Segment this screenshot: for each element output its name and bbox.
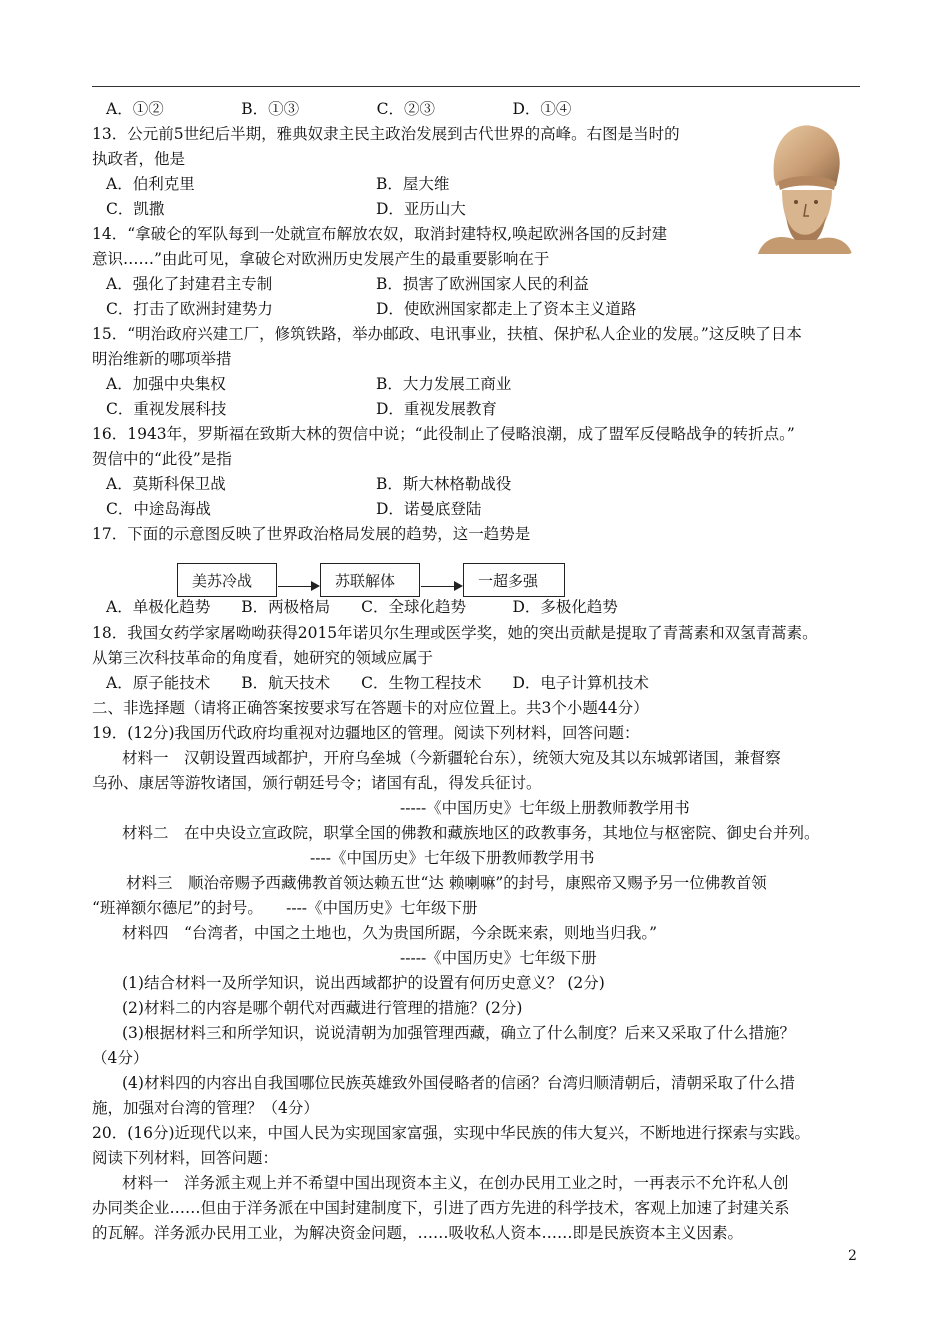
q13-stem: 13．公元前5世纪后半期，雅典奴隶主民主政治发展到古代世界的高峰。右图是当时的 (92, 125, 680, 143)
q19-question-4-cont: 施，加强对台湾的管理？（4分） (92, 1099, 319, 1117)
q12-options: A．①② B．①③ C．②③ D．①④ (106, 100, 572, 118)
q20-material-1-cont: 办同类企业……但由于洋务派在中国封建制度下，引进了西方先进的科学技术，客观上加速了封建关系 (92, 1199, 790, 1217)
q13-stem-cont: 执政者，他是 (92, 150, 186, 168)
q14-stem: 14．“拿破仑的军队每到一处就宣布解放农奴，取消封建特权,唤起欧洲各国的反封建 (92, 225, 668, 243)
q16-option-c: C．中途岛海战 (106, 500, 211, 518)
q19-material-4: 材料四 “台湾者，中国之土地也，久为贵国所踞，今余既来索，则地当归我。” (122, 924, 658, 942)
q16-stem: 16．1943年，罗斯福在致斯大林的贺信中说；“此役制止了侵略浪潮，成了盟军反侵略战争的转折点。” (92, 425, 795, 443)
q14-option-d: D．使欧洲国家都走上了资本主义道路 (376, 300, 637, 318)
q19-question-3-cont: （4分） (92, 1049, 149, 1067)
q13-option-d: D．亚历山大 (376, 200, 466, 218)
q19-material-3: 材料三 顺治帝赐予西藏佛教首领达赖五世“达 赖喇嘛”的封号，康熙帝又赐予另一位佛教首领 (126, 874, 767, 892)
q18-stem: 18．我国女药学家屠呦呦获得2015年诺贝尔生理或医学奖，她的突出贡献是提取了青蒿素和双氢青蒿素。 (92, 624, 818, 642)
q14-stem-cont: 意识……”由此可见，拿破仑对欧洲历史发展产生的最重要影响在于 (92, 250, 550, 268)
q15-option-a: A．加强中央集权 (106, 375, 226, 393)
pericles-bust-image (752, 116, 854, 254)
q13-option-b: B．屋大维 (376, 175, 450, 193)
q14-option-a: A．强化了封建君主专制 (106, 275, 273, 293)
flow-box-one-superpower: 一超多强 (463, 563, 565, 597)
q18-options: A．原子能技术 B．航天技术 C．生物工程技术 D．电子计算机技术 (106, 674, 649, 692)
section-two-heading: 二、非选择题（请将正确答案按要求写在答题卡的对应位置上。共3个小题44分） (92, 699, 649, 717)
q16-stem-cont: 贺信中的“此役”是指 (92, 450, 232, 468)
q13-option-c: C．凯撒 (106, 200, 165, 218)
page-number: 2 (848, 1248, 857, 1264)
q19-question-2: (2)材料二的内容是哪个朝代对西藏进行管理的措施？(2分) (122, 999, 523, 1017)
q20-material-1: 材料一 洋务派主观上并不希望中国出现资本主义，在创办民用工业之时，一再表示不允许私人创 (122, 1174, 789, 1192)
q19-material-1-source: -----《中国历史》七年级上册教师教学用书 (400, 799, 690, 817)
q14-option-c: C．打击了欧洲封建势力 (106, 300, 273, 318)
q19-question-3: (3)根据材料三和所学知识，说说清朝为加强管理西藏，确立了什么制度？后来又采取了什么措施？ (122, 1024, 795, 1042)
q19-material-3-cont: “班禅额尔德尼”的封号。 ----《中国历史》七年级下册 (92, 899, 478, 917)
q16-option-d: D．诺曼底登陆 (376, 500, 482, 518)
q20-stem-cont: 阅读下列材料，回答问题： (92, 1149, 279, 1167)
q20-material-1-cont2: 的瓦解。洋务派办民用工业，为解决资金问题，……吸收私人资本……即是民族资本主义因素。 (92, 1224, 744, 1242)
q15-option-b: B．大力发展工商业 (376, 375, 512, 393)
q19-material-1: 材料一 汉朝设置西域都护，开府乌垒城（今新疆轮台东），统领大宛及其以东城郭诸国，兼督察 (122, 749, 781, 767)
q19-material-2-source: ----《中国历史》七年级下册教师教学用书 (310, 849, 595, 867)
flow-box-cold-war: 美苏冷战 (177, 563, 277, 597)
q16-option-b: B．斯大林格勒战役 (376, 475, 512, 493)
q17-stem: 17．下面的示意图反映了世界政治格局发展的趋势，这一趋势是 (92, 525, 531, 543)
q19-stem: 19．(12分)我国历代政府均重视对边疆地区的管理。阅读下列材料，回答问题： (92, 724, 640, 742)
flow-arrow (278, 586, 318, 587)
q15-option-d: D．重视发展教育 (376, 400, 497, 418)
q13-option-a: A．伯利克里 (106, 175, 195, 193)
flow-box-soviet-collapse: 苏联解体 (320, 563, 420, 597)
q19-question-1: (1)结合材料一及所学知识，说出西域都护的设置有何历史意义？ (2分) (122, 974, 605, 992)
q19-question-4: (4)材料四的内容出自我国哪位民族英雄致外国侵略者的信函？台湾归顺清朝后，清朝采取了什么措 (122, 1074, 795, 1092)
q19-material-2: 材料二 在中央设立宣政院，职掌全国的佛教和藏族地区的政教事务，其地位与枢密院、御史台并列。 (122, 824, 820, 842)
flow-arrow (421, 586, 461, 587)
q15-option-c: C．重视发展科技 (106, 400, 227, 418)
q20-stem: 20．(16分)近现代以来，中国人民为实现国家富强，实现中华民族的伟大复兴，不断地进行探索与实践。 (92, 1124, 811, 1142)
q17-options: A．单极化趋势 B．两极格局 C．全球化趋势 D．多极化趋势 (106, 598, 618, 616)
q19-material-1-cont: 乌孙、康居等游牧诸国，颁行朝廷号令；诸国有乱，得发兵征讨。 (92, 774, 542, 792)
header-rule (92, 86, 860, 87)
q18-stem-cont: 从第三次科技革命的角度看，她研究的领域应属于 (92, 649, 434, 667)
q19-material-4-source: -----《中国历史》七年级下册 (400, 949, 597, 967)
q16-option-a: A．莫斯科保卫战 (106, 475, 226, 493)
q15-stem-cont: 明治维新的哪项举措 (92, 350, 232, 368)
q15-stem: 15．“明治政府兴建工厂，修筑铁路，举办邮政、电讯事业，扶植、保护私人企业的发展。”这反映了日本 (92, 325, 802, 343)
q14-option-b: B．损害了欧洲国家人民的利益 (376, 275, 589, 293)
